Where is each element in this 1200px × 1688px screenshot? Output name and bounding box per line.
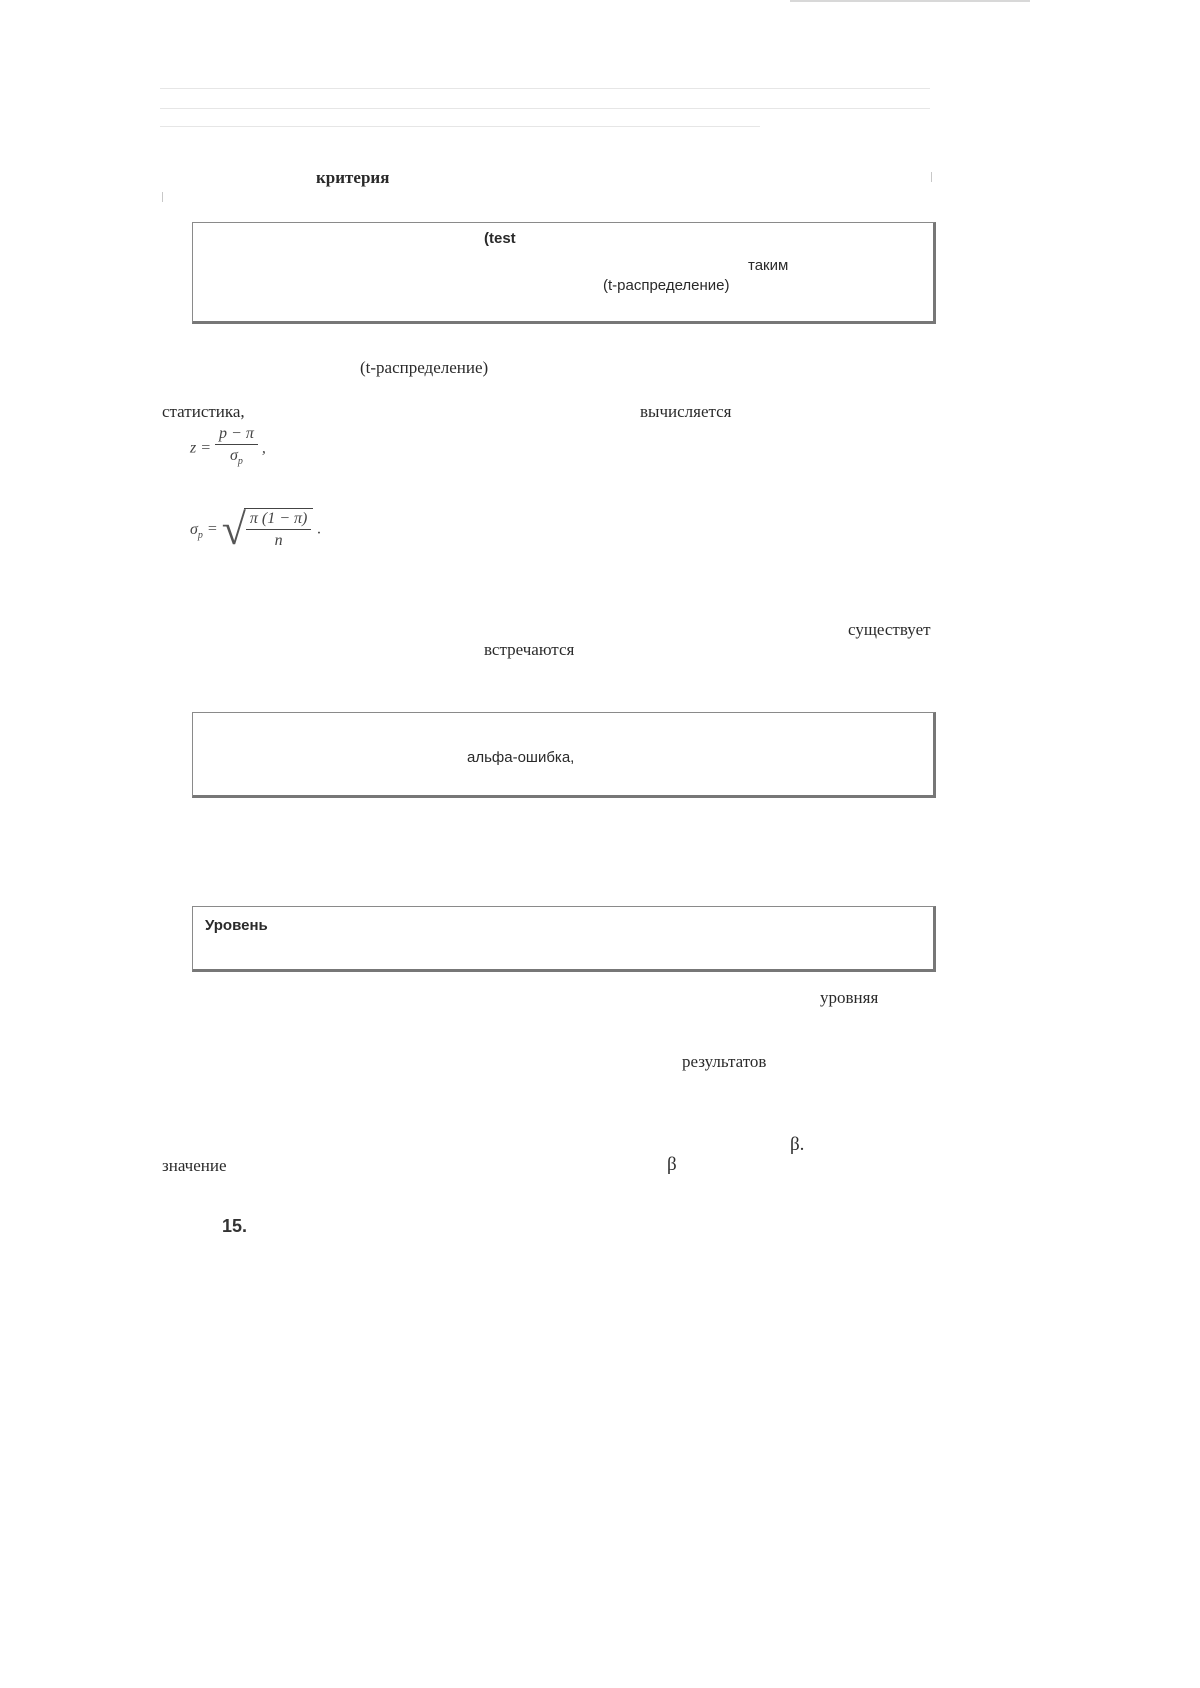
formula-sigma-lhs: $\sigma_p$ [190, 520, 203, 541]
scan-artifact-top [790, 0, 1030, 2]
scan-artifact [160, 108, 930, 109]
scan-artifact [160, 126, 760, 127]
margin-mark [931, 172, 932, 182]
formula-z-denominator: $\sigma_p$ [229, 447, 243, 468]
formula-sigma-fraction [246, 509, 311, 552]
definition-box-alpha [192, 712, 936, 798]
text-rezultatov: результатов [682, 1052, 767, 1071]
formula-sigma [190, 505, 322, 554]
text-statistika: статистика, [162, 402, 245, 421]
heading-word-criteria: критерия [316, 168, 390, 187]
text-znachenie: значение [162, 1156, 227, 1175]
page-number: 15. [222, 1216, 248, 1236]
definition-box-test [192, 222, 936, 324]
formula-z-fraction [215, 424, 258, 473]
formula-sigma-tail: . [317, 520, 322, 538]
formula-sigma-eq: = [206, 520, 218, 538]
formula-z-tail: , [261, 439, 266, 457]
formula-sigma-radicand [244, 508, 313, 552]
box-word-test: (test [484, 230, 516, 247]
text-beta-period: β. [790, 1134, 805, 1155]
box-word-t-distribution: (t-распределение) [603, 277, 730, 294]
formula-sigma-denominator: n [274, 532, 283, 549]
text-t-distribution: (t-распределение) [360, 358, 489, 377]
text-sushchestvuet: существует [848, 620, 931, 639]
text-vstrechayutsya: встречаются [484, 640, 575, 659]
formula-z-numerator: p − π [215, 424, 258, 445]
formula-z-lhs: z = [190, 439, 212, 457]
scan-artifact [160, 88, 930, 89]
box-word-uroven: Уровень [205, 917, 268, 934]
margin-mark [162, 192, 163, 202]
text-urovnyaya: уровняя [820, 988, 879, 1007]
formula-z [190, 424, 266, 473]
definition-box-level [192, 906, 936, 972]
text-beta: β [667, 1154, 677, 1175]
formula-sigma-sqrt [221, 505, 314, 554]
box-word-alpha-error: альфа-ошибка, [467, 749, 575, 766]
box-word-takim: таким [748, 257, 789, 274]
text-vychislyaetsya: вычисляется [640, 402, 732, 421]
sqrt-radical-icon: √ [221, 505, 246, 554]
formula-sigma-numerator: π (1 − π) [246, 509, 311, 530]
